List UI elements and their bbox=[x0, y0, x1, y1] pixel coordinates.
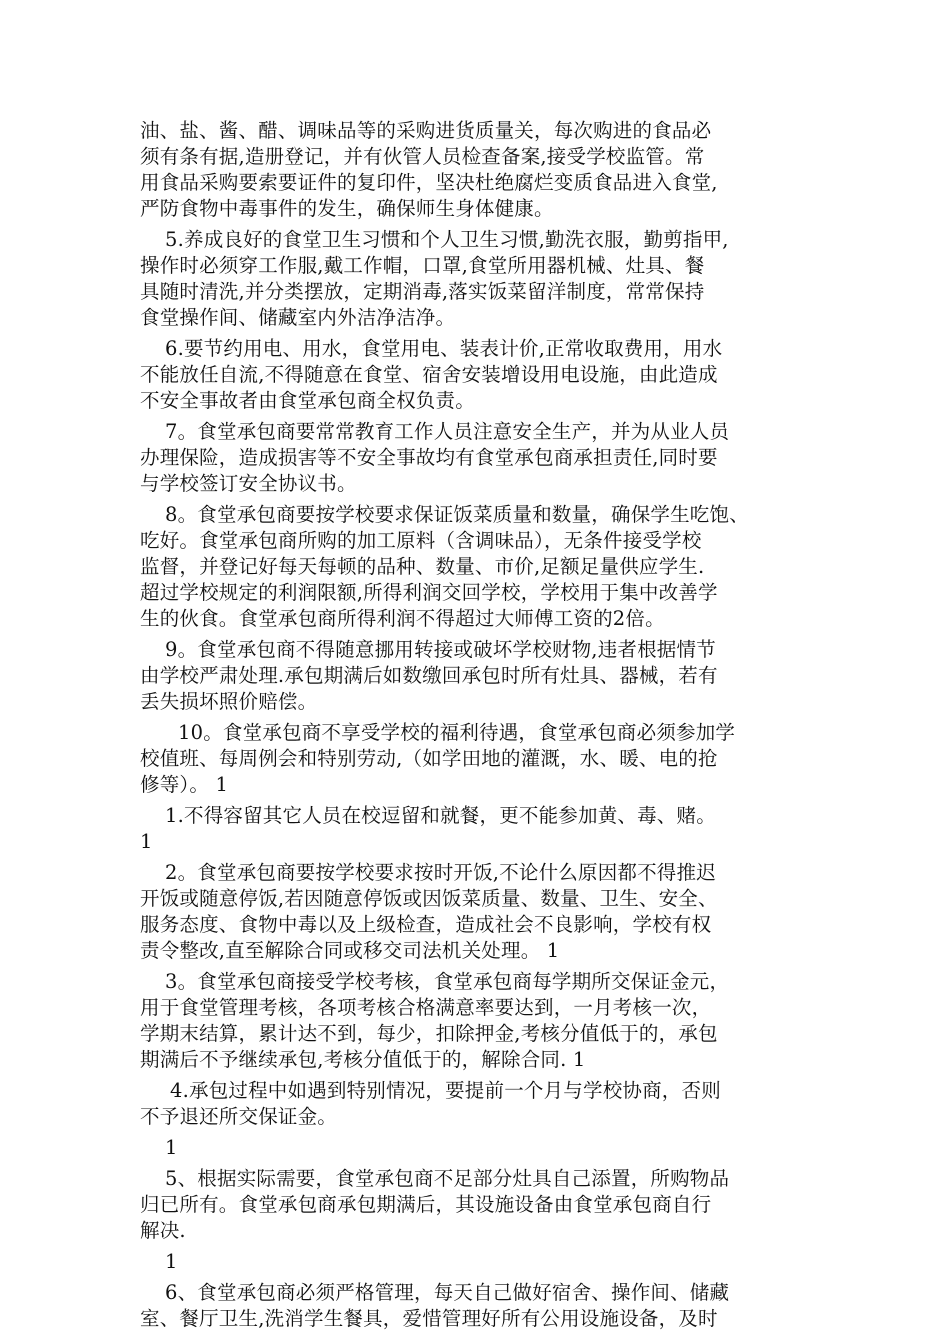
text-line: 解决. bbox=[140, 1219, 186, 1242]
text-line: 吃好。食堂承包商所购的加工原料（含调味品），无条件接受学校 bbox=[140, 529, 702, 552]
text-line: 办理保险，造成损害等不安全事故均有食堂承包商承担责任,同时要 bbox=[140, 446, 718, 469]
text-line: 须有条有据,造册登记，并有伙管人员检查备案,接受学校监管。常 bbox=[140, 145, 705, 168]
text-line: 8。食堂承包商要按学校要求保证饭菜质量和数量，确保学生吃饱、 bbox=[165, 503, 749, 526]
text-line: 监督，并登记好每天每顿的品种、数量、市价,足额足量供应学生. bbox=[140, 555, 705, 578]
text-line: 室、餐厅卫生,洗消学生餐具，爱惜管理好所有公用设施设备，及时 bbox=[140, 1307, 718, 1330]
text-line: 服务态度、食物中毒以及上级检查，造成社会不良影响，学校有权 bbox=[140, 913, 712, 936]
text-line: 丢失损坏照价赔偿。 bbox=[140, 690, 318, 713]
text-line: 用食品采购要索要证件的复印件，坚决杜绝腐烂变质食品进入食堂, bbox=[140, 171, 718, 194]
text-line: 与学校签订安全协议书。 bbox=[140, 472, 357, 495]
text-line: 1 bbox=[165, 1250, 178, 1273]
text-line: 1 bbox=[165, 1136, 178, 1159]
text-line: 不能放任自流,不得随意在食堂、宿舍安装增设用电设施，由此造成 bbox=[140, 363, 718, 386]
text-line: 5.养成良好的食堂卫生习惯和个人卫生习惯,勤洗衣服，勤剪指甲, bbox=[165, 228, 729, 251]
text-line: 生的伙食。食堂承包商所得利润不得超过大师傅工资的2倍。 bbox=[140, 607, 665, 630]
text-line: 修等）。 1 bbox=[140, 773, 229, 796]
text-line: 由学校严肃处理.承包期满后如数缴回承包时所有灶具、器械，若有 bbox=[140, 664, 718, 687]
text-line: 6、食堂承包商必须严格管理，每天自己做好宿舍、操作间、储藏 bbox=[165, 1281, 730, 1304]
text-line: 开饭或随意停饭,若因随意停饭或因饭菜质量、数量、卫生、安全、 bbox=[140, 887, 718, 910]
text-line: 用于食堂管理考核，各项考核合格满意率要达到，一月考核一次， bbox=[140, 996, 712, 1019]
text-line: 10。食堂承包商不享受学校的福利待遇，食堂承包商必须参加学 bbox=[178, 721, 736, 744]
text-line: 6.要节约用电、用水，食堂用电、装表计价,正常收取费用，用水 bbox=[165, 337, 723, 360]
text-line: 责令整改,直至解除合同或移交司法机关处理。 1 bbox=[140, 939, 560, 962]
text-line: 归已所有。食堂承包商承包期满后，其设施设备由食堂承包商自行 bbox=[140, 1193, 712, 1216]
text-line: 9。食堂承包商不得随意挪用转接或破坏学校财物,违者根据情节 bbox=[165, 638, 716, 661]
text-line: 食堂操作间、储藏室内外洁净洁净。 bbox=[140, 306, 456, 329]
text-line: 4.承包过程中如遇到特别情况，要提前一个月与学校协商，否则 bbox=[170, 1079, 721, 1102]
text-line: 校值班、每周例会和特别劳动,（如学田地的灌溉，水、暖、电的抢 bbox=[140, 747, 718, 770]
text-line: 超过学校规定的利润限额,所得利润交回学校，学校用于集中改善学 bbox=[140, 581, 718, 604]
text-line: 操作时必须穿工作服,戴工作帽，口罩,食堂所用器机械、灶具、餐 bbox=[140, 254, 705, 277]
document-page bbox=[140, 118, 820, 1332]
text-line: 学期末结算，累计达不到，每少，扣除押金,考核分值低于的，承包 bbox=[140, 1022, 718, 1045]
text-line: 不予退还所交保证金。 bbox=[140, 1105, 338, 1128]
text-line: 严防食物中毒事件的发生，确保师生身体健康。 bbox=[140, 197, 554, 220]
text-line: 1.不得容留其它人员在校逗留和就餐，更不能参加黄、毒、赌。 bbox=[165, 804, 716, 827]
text-line: 1 bbox=[140, 830, 153, 853]
text-line: 3。食堂承包商接受学校考核，食堂承包商每学期所交保证金元， bbox=[165, 970, 730, 993]
text-line: 7。食堂承包商要常常教育工作人员注意安全生产，并为从业人员 bbox=[165, 420, 730, 443]
text-line: 具随时清洗,并分类摆放，定期消毒,落实饭菜留洋制度，常常保持 bbox=[140, 280, 705, 303]
text-line: 油、盐、酱、醋、调味品等的采购进货质量关，每次购进的食品必 bbox=[140, 119, 712, 142]
text-line: 不安全事故者由食堂承包商全权负责。 bbox=[140, 389, 475, 412]
text-line: 5、根据实际需要，食堂承包商不足部分灶具自己添置，所购物品 bbox=[165, 1167, 730, 1190]
text-line: 期满后不予继续承包,考核分值低于的，解除合同. 1 bbox=[140, 1048, 586, 1071]
text-line: 2。食堂承包商要按学校要求按时开饭,不论什么原因都不得推迟 bbox=[165, 861, 716, 884]
